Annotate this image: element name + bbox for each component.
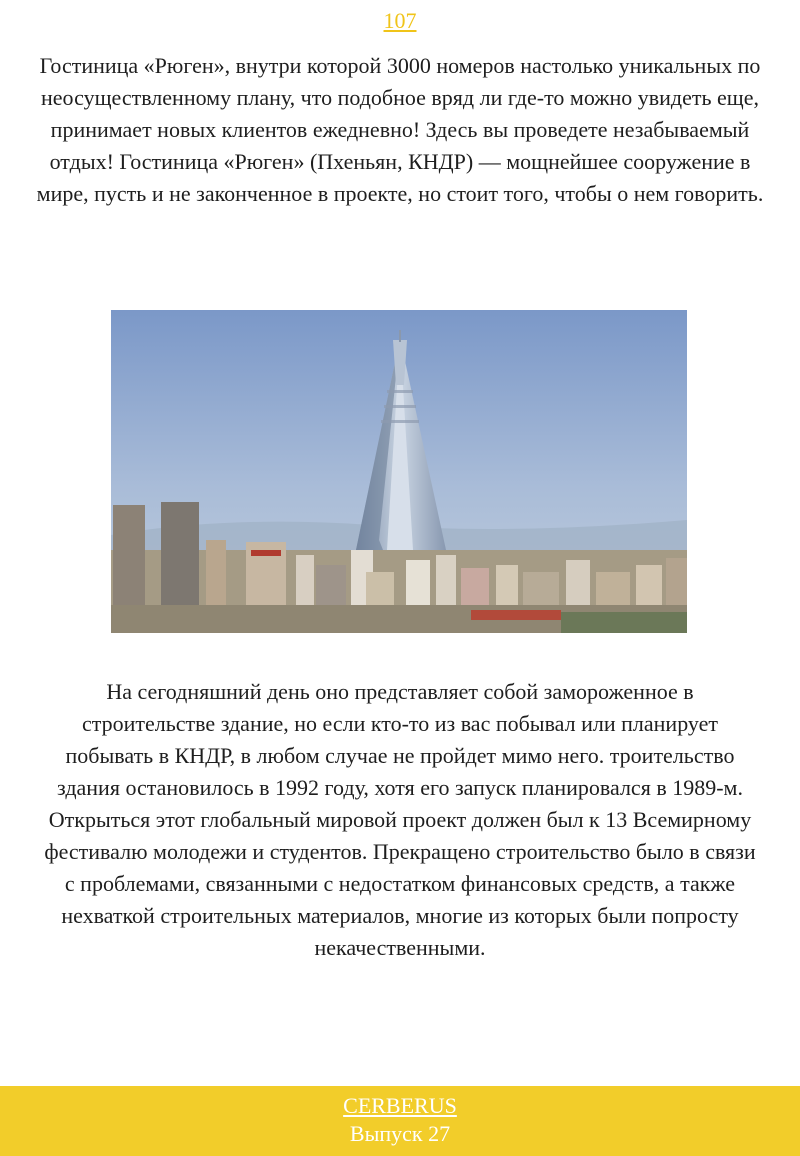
page-number[interactable]: 107 [383,8,417,33]
intro-paragraph: Гостиница «Рюген», внутри которой 3000 номеров настолько уникальных по неосуществленному плану, что подобное вряд ли где-то можно увидеть еще, принимает новых клиентов ежедневно! Здесь вы проведете незабываемый отдых! Гостиница «Рюген» (Пхеньян, КНДР) — мощнейшее сооружение в мире, пусть и не законченное в проекте, но стоит того, чтобы о нем говорить. [36,53,764,206]
footer-bar [0,1086,800,1156]
issue-label: Выпуск 27 [349,1121,451,1146]
magazine-link[interactable]: CERBERUS [343,1093,457,1118]
body-paragraph: На сегодняшний день оно представляет собой замороженное в строительстве здание, но если кто-то из вас побывал или планирует побывать в КНДР, в любом случае не пройдет мимо него. троительство здания остановилось в 1992 году, хотя его запуск планировался в 1989-м. Открыться этот глобальный мировой проект должен был к 13 Всемирному фестивалю молодежи и студентов. Прекращено строительство было в связи с проблемами, связанными с недостатком финансовых средств, а также нехваткой строительных материалов, многие из которых были попросту некачественными. [44,679,756,960]
hotel-photo [111,310,687,633]
